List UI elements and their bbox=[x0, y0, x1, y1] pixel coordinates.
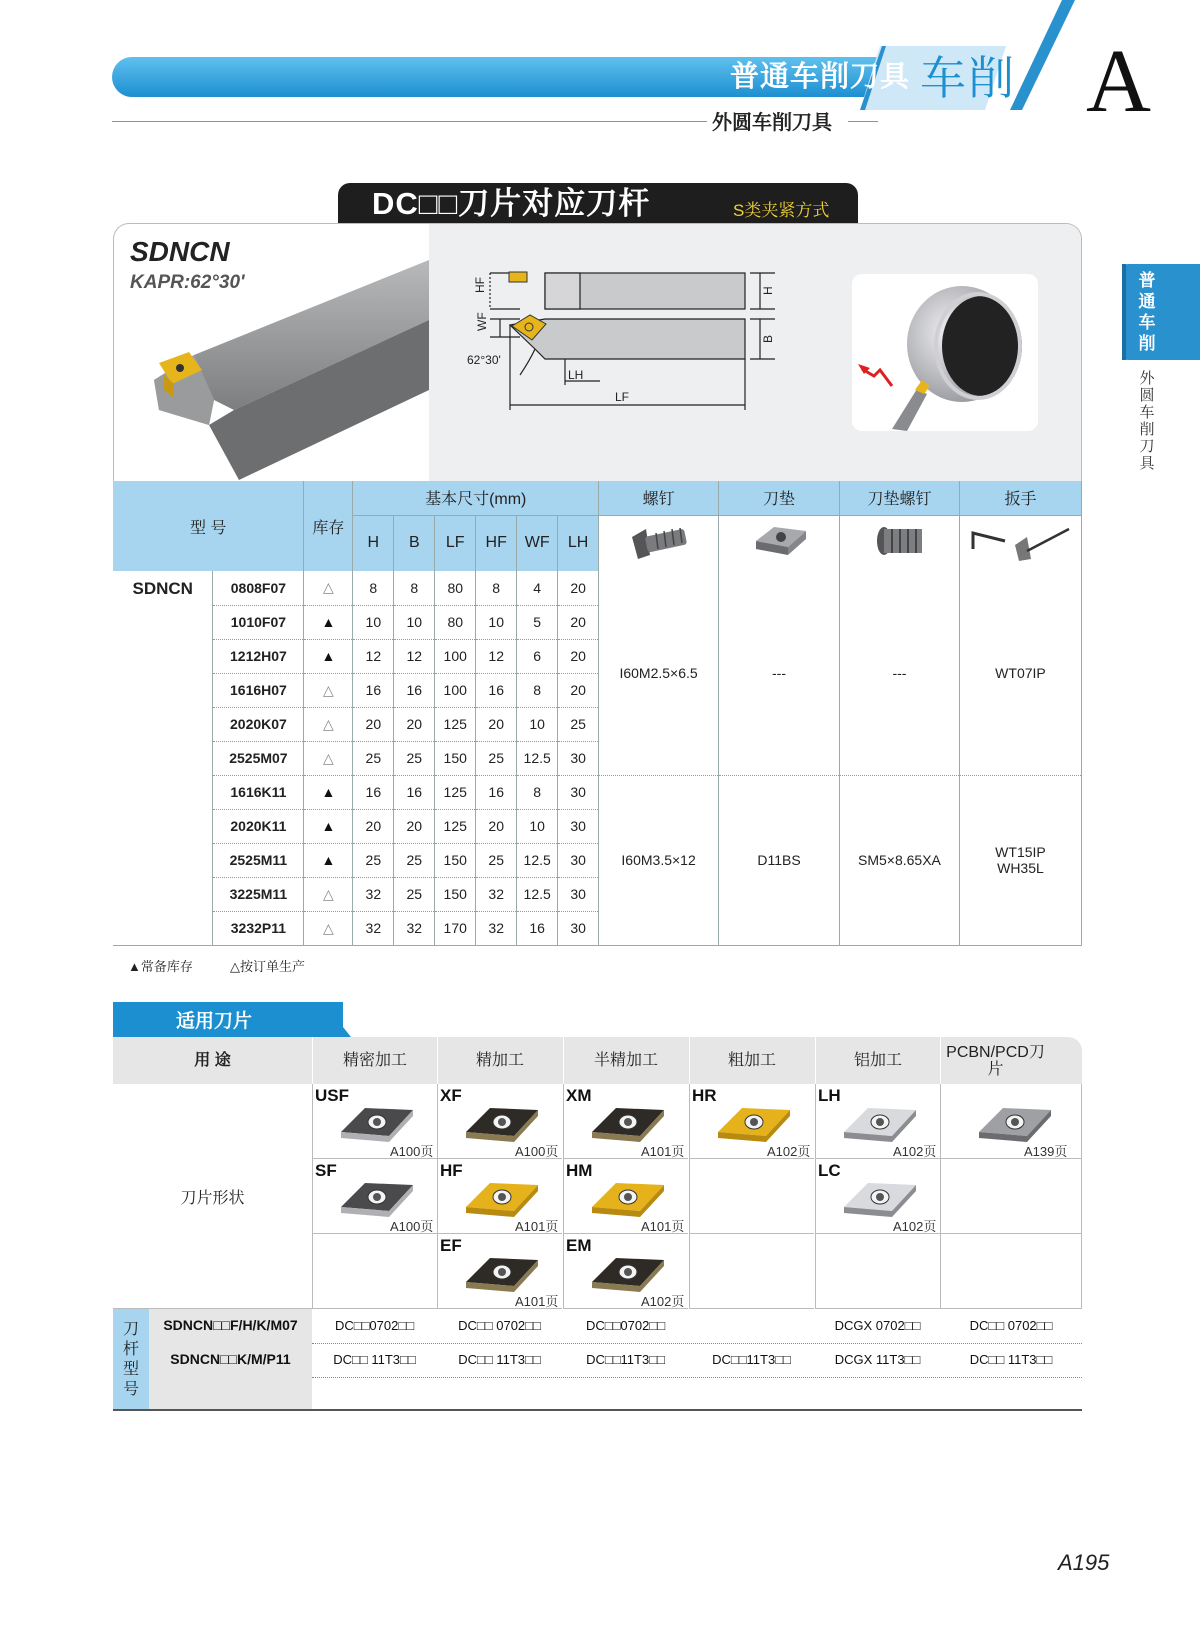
tool-holder-image bbox=[114, 250, 430, 480]
series-name: SDNCN bbox=[132, 579, 193, 598]
side-tab[interactable] bbox=[1122, 264, 1200, 360]
header-rule bbox=[112, 121, 707, 122]
stock-mark: △ bbox=[304, 741, 353, 775]
holder-name: SDNCN□□F/H/K/M07 bbox=[163, 1317, 298, 1333]
model-code: 3225M11 bbox=[213, 877, 304, 911]
header-dim-h: H bbox=[353, 515, 394, 571]
model-code: 2525M11 bbox=[213, 843, 304, 877]
insert-page-ref[interactable]: A101页 bbox=[641, 1144, 685, 1159]
dim-lf-label: LF bbox=[615, 390, 630, 404]
header-shim-screw: 刀垫螺钉 bbox=[839, 481, 959, 515]
header-shim: 刀垫 bbox=[719, 481, 840, 515]
dim-value: 100 bbox=[435, 639, 476, 673]
dim-value: 30 bbox=[558, 911, 599, 945]
stock-mark: △ bbox=[304, 673, 353, 707]
inserts-tab-label: 适用刀片 bbox=[176, 1011, 253, 1032]
holder-row-divider bbox=[312, 1343, 1082, 1344]
dim-value: 100 bbox=[435, 673, 476, 707]
model-code: 1010F07 bbox=[213, 605, 304, 639]
header-category: 车削 bbox=[920, 52, 1016, 104]
insert-page-ref[interactable]: A101页 bbox=[515, 1219, 559, 1234]
dim-wf-label: WF bbox=[475, 312, 489, 331]
dim-value: 150 bbox=[435, 877, 476, 911]
stock-mark: ▲ bbox=[304, 775, 353, 809]
dim-value: 25 bbox=[476, 843, 517, 877]
shim-screw-value: --- bbox=[839, 571, 959, 775]
dim-value: 125 bbox=[435, 809, 476, 843]
insert-page-ref[interactable]: A102页 bbox=[767, 1144, 811, 1159]
inserts-tab-slant bbox=[313, 1002, 353, 1037]
wrench-value-2: WH35L bbox=[997, 860, 1044, 876]
insert-code: LH bbox=[818, 1086, 841, 1105]
header-stock: 库存 bbox=[304, 481, 353, 571]
insert-col-2: 精加工 bbox=[437, 1037, 562, 1084]
dim-value: 4 bbox=[517, 571, 558, 605]
dim-value: 10 bbox=[476, 605, 517, 639]
side-tab-edge bbox=[1122, 264, 1126, 360]
side-tab-label: 普 通 车 削 bbox=[1138, 271, 1156, 353]
dim-value: 32 bbox=[353, 911, 394, 945]
holder-insert-type: DC□□ 0702□□ bbox=[458, 1318, 541, 1333]
dim-lh-label: LH bbox=[568, 368, 584, 382]
dim-b-label: B bbox=[761, 334, 775, 343]
screw-value: I60M2.5×6.5 bbox=[599, 571, 719, 775]
insert-col-1: 精密加工 bbox=[312, 1037, 437, 1084]
insert-page-ref[interactable]: A101页 bbox=[641, 1219, 685, 1234]
holder-insert-type: DC□□ 11T3□□ bbox=[458, 1352, 541, 1367]
dim-value: 16 bbox=[517, 911, 558, 945]
dim-value: 12.5 bbox=[517, 877, 558, 911]
dim-h-label: H bbox=[761, 286, 775, 295]
dim-value: 16 bbox=[353, 673, 394, 707]
insert-code: SF bbox=[315, 1161, 337, 1180]
shim-value: D11BS bbox=[719, 775, 840, 945]
stock-mark: ▲ bbox=[304, 605, 353, 639]
stock-mark: △ bbox=[304, 707, 353, 741]
dim-value: 25 bbox=[558, 707, 599, 741]
dim-value: 16 bbox=[476, 673, 517, 707]
insert-code: XM bbox=[566, 1086, 592, 1105]
holder-name: SDNCN□□K/M/P11 bbox=[170, 1351, 291, 1367]
table-bottom-rule bbox=[113, 1409, 1082, 1411]
insert-code: LC bbox=[818, 1161, 841, 1180]
header-dim-lh: LH bbox=[558, 515, 599, 571]
insert-page-ref[interactable]: A100页 bbox=[390, 1144, 434, 1159]
dim-value: 80 bbox=[435, 571, 476, 605]
dim-value: 20 bbox=[476, 809, 517, 843]
dim-value: 16 bbox=[476, 775, 517, 809]
dim-value: 30 bbox=[558, 775, 599, 809]
screw-image bbox=[599, 515, 719, 571]
header-wrench: 扳手 bbox=[959, 481, 1081, 515]
dim-value: 12 bbox=[476, 639, 517, 673]
wrench-image bbox=[959, 515, 1081, 571]
section-title: DC□□刀片对应刀杆 bbox=[372, 186, 651, 221]
dim-value: 20 bbox=[394, 707, 435, 741]
insert-code: HR bbox=[692, 1086, 717, 1105]
dim-value: 30 bbox=[558, 741, 599, 775]
side-sub-label: 外 圆 车 削 刀 具 bbox=[1139, 370, 1155, 472]
dim-value: 8 bbox=[476, 571, 517, 605]
dim-value: 12.5 bbox=[517, 843, 558, 877]
header-dim-hf: HF bbox=[476, 515, 517, 571]
dim-value: 25 bbox=[394, 843, 435, 877]
insert-code: XF bbox=[440, 1086, 462, 1105]
dim-value: 12.5 bbox=[517, 741, 558, 775]
dim-value: 32 bbox=[476, 911, 517, 945]
dim-value: 125 bbox=[435, 707, 476, 741]
stock-mark: ▲ bbox=[304, 809, 353, 843]
holder-insert-type: DC□□ 11T3□□ bbox=[969, 1352, 1053, 1367]
dim-value: 8 bbox=[394, 571, 435, 605]
holder-insert-type: DC□□ 11T3□□ bbox=[333, 1352, 416, 1367]
dim-value: 30 bbox=[558, 809, 599, 843]
model-code: 0808F07 bbox=[213, 571, 304, 605]
insert-col-3: 半精加工 bbox=[563, 1037, 688, 1084]
dim-value: 20 bbox=[558, 605, 599, 639]
dim-value: 20 bbox=[353, 707, 394, 741]
model-code: 1616H07 bbox=[213, 673, 304, 707]
spec-table bbox=[113, 481, 1082, 946]
shim-image bbox=[719, 515, 840, 571]
screw-value: I60M3.5×12 bbox=[599, 775, 719, 945]
holder-insert-type: DCGX 11T3□□ bbox=[834, 1352, 921, 1367]
spec-row bbox=[113, 775, 1082, 809]
dim-value: 8 bbox=[517, 673, 558, 707]
header-dims: 基本尺寸(mm) bbox=[353, 481, 599, 515]
dim-value: 6 bbox=[517, 639, 558, 673]
shim-value: --- bbox=[719, 571, 840, 775]
holder-label: 刀 杆 型 号 bbox=[122, 1321, 139, 1398]
dim-value: 32 bbox=[476, 877, 517, 911]
model-code: 2020K07 bbox=[213, 707, 304, 741]
holder-row-divider bbox=[312, 1377, 1082, 1378]
model-code: 2020K11 bbox=[213, 809, 304, 843]
header-dim-lf: LF bbox=[435, 515, 476, 571]
dim-value: 32 bbox=[353, 877, 394, 911]
legend-stock: ▲常备库存 bbox=[128, 959, 193, 974]
dim-value: 8 bbox=[353, 571, 394, 605]
stock-mark: △ bbox=[304, 877, 353, 911]
header-subtitle: 外圆车削刀具 bbox=[712, 112, 832, 134]
insert-code: HM bbox=[566, 1161, 593, 1180]
model-code: 1212H07 bbox=[213, 639, 304, 673]
dim-value: 10 bbox=[517, 707, 558, 741]
shim-screw-image bbox=[839, 515, 959, 571]
dim-value: 20 bbox=[558, 571, 599, 605]
header-slant-decoration bbox=[0, 0, 1200, 130]
stock-mark: ▲ bbox=[304, 843, 353, 877]
dim-angle-label: 62°30' bbox=[467, 353, 501, 367]
dim-value: 170 bbox=[435, 911, 476, 945]
application-image bbox=[852, 274, 1038, 431]
dim-value: 12 bbox=[353, 639, 394, 673]
dim-value: 10 bbox=[517, 809, 558, 843]
model-code: 1616K11 bbox=[213, 775, 304, 809]
shape-label: 刀片形状 bbox=[113, 1084, 312, 1309]
stock-mark: △ bbox=[304, 911, 353, 945]
insert-cell bbox=[815, 1234, 940, 1309]
model-name: SDNCN bbox=[130, 236, 230, 267]
insert-page-ref[interactable]: A100页 bbox=[390, 1219, 434, 1234]
dim-value: 10 bbox=[394, 605, 435, 639]
dim-value: 30 bbox=[558, 877, 599, 911]
model-code: 2525M07 bbox=[213, 741, 304, 775]
section-subtitle: S类夹紧方式 bbox=[733, 201, 830, 220]
dim-value: 30 bbox=[558, 843, 599, 877]
dim-value: 25 bbox=[476, 741, 517, 775]
insert-code: HF bbox=[440, 1161, 463, 1180]
header-model: 型 号 bbox=[113, 481, 304, 571]
dim-value: 8 bbox=[517, 775, 558, 809]
dim-hf-label: HF bbox=[473, 277, 487, 293]
insert-code: EF bbox=[440, 1236, 462, 1255]
insert-col-4: 粗加工 bbox=[689, 1037, 814, 1084]
dim-value: 10 bbox=[353, 605, 394, 639]
holder-insert-type: DC□□11T3□□ bbox=[586, 1352, 665, 1367]
insert-col-5: 铝加工 bbox=[815, 1037, 940, 1084]
insert-page-ref[interactable]: A101页 bbox=[515, 1294, 559, 1309]
wrench-value: WT15IP bbox=[995, 844, 1046, 860]
dim-value: 25 bbox=[394, 741, 435, 775]
insert-cell bbox=[689, 1159, 814, 1234]
dim-value: 20 bbox=[476, 707, 517, 741]
dim-value: 20 bbox=[394, 809, 435, 843]
insert-page-ref[interactable]: A139页 bbox=[1024, 1144, 1068, 1159]
stock-mark: ▲ bbox=[304, 639, 353, 673]
dim-value: 25 bbox=[353, 741, 394, 775]
insert-code: EM bbox=[566, 1236, 592, 1255]
holder-insert-type: DC□□0702□□ bbox=[585, 1318, 666, 1333]
insert-cell bbox=[940, 1159, 1082, 1234]
insert-cell bbox=[940, 1234, 1082, 1309]
dim-value: 20 bbox=[558, 639, 599, 673]
header-screw: 螺钉 bbox=[599, 481, 719, 515]
insert-code: USF bbox=[315, 1086, 349, 1105]
model-code: 3232P11 bbox=[213, 911, 304, 945]
holder-insert-type: DC□□11T3□□ bbox=[712, 1352, 791, 1367]
dim-value: 16 bbox=[353, 775, 394, 809]
use-label: 用 途 bbox=[194, 1052, 231, 1069]
dim-value: 12 bbox=[394, 639, 435, 673]
tool-dimension-drawing bbox=[460, 265, 800, 425]
header-title: 普通车削刀具 bbox=[729, 61, 910, 93]
shim-screw-value: SM5×8.65XA bbox=[839, 775, 959, 945]
dim-value: 32 bbox=[394, 911, 435, 945]
dim-value: 5 bbox=[517, 605, 558, 639]
dim-value: 150 bbox=[435, 741, 476, 775]
dim-value: 25 bbox=[353, 843, 394, 877]
page-number: A195 bbox=[1058, 1550, 1110, 1575]
insert-cell bbox=[689, 1234, 814, 1309]
header-dim-wf: WF bbox=[517, 515, 558, 571]
model-kapr: KAPR:62°30' bbox=[130, 272, 245, 293]
insert-col-6: PCBN/PCD刀片 bbox=[940, 1037, 1050, 1084]
header-rule bbox=[848, 121, 878, 122]
dim-value: 16 bbox=[394, 775, 435, 809]
spec-row bbox=[113, 571, 1082, 605]
header-section-letter: A bbox=[1086, 32, 1151, 131]
insert-cell bbox=[312, 1234, 437, 1309]
insert-page-ref[interactable]: A102页 bbox=[893, 1219, 937, 1234]
dim-value: 20 bbox=[558, 673, 599, 707]
dim-value: 16 bbox=[394, 673, 435, 707]
header-dim-b: B bbox=[394, 515, 435, 571]
legend-order: △按订单生产 bbox=[230, 959, 305, 974]
holder-insert-type: DC□□0702□□ bbox=[334, 1318, 415, 1333]
dim-value: 150 bbox=[435, 843, 476, 877]
dim-value: 125 bbox=[435, 775, 476, 809]
dim-value: 80 bbox=[435, 605, 476, 639]
stock-mark: △ bbox=[304, 571, 353, 605]
insert-page-ref[interactable]: A102页 bbox=[893, 1144, 937, 1159]
wrench-value: WT07IP bbox=[959, 571, 1081, 775]
insert-page-ref[interactable]: A100页 bbox=[515, 1144, 559, 1159]
holder-insert-type: DCGX 0702□□ bbox=[834, 1318, 921, 1333]
holder-insert-type: DC□□ 0702□□ bbox=[969, 1318, 1053, 1333]
dim-value: 20 bbox=[353, 809, 394, 843]
dim-value: 25 bbox=[394, 877, 435, 911]
insert-page-ref[interactable]: A102页 bbox=[641, 1294, 685, 1309]
